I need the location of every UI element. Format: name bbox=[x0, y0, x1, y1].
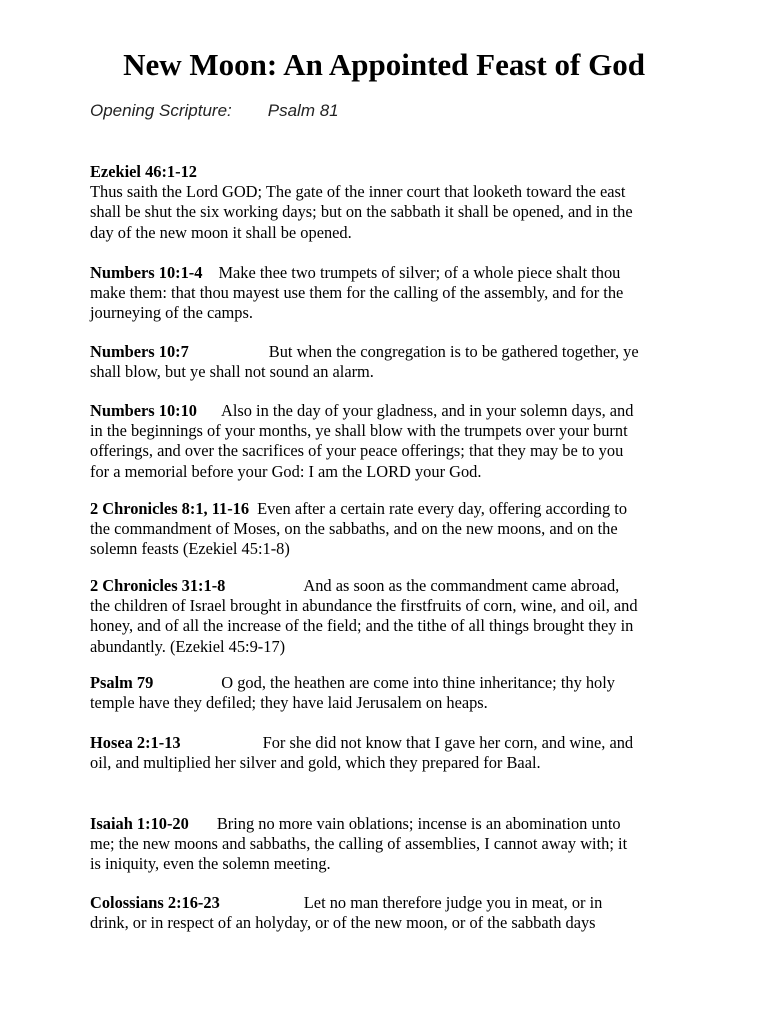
opening-scripture bbox=[90, 100, 339, 122]
scripture-text-line: solemn feasts (Ezekiel 45:1-8) bbox=[90, 539, 290, 559]
scripture-text-line: drink, or in respect of an holyday, or of the new moon, or of the sabbath days bbox=[90, 913, 596, 933]
scripture-reference: 2 Chronicles 8:1, 11-16 bbox=[90, 499, 250, 518]
scripture-reference: Hosea 2:1-13 bbox=[90, 733, 181, 752]
scripture-text-line: abundantly. (Ezekiel 45:9-17) bbox=[90, 636, 286, 656]
scripture-text-line: for a memorial before your God: I am the LORD your God. bbox=[90, 461, 482, 481]
scripture-text-line: And as soon as the commandment came abroad, bbox=[303, 576, 620, 595]
page-title: New Moon: An Appointed Feast of God bbox=[123, 47, 645, 82]
scripture-text-line: O god, the heathen are come into thine inheritance; thy holy bbox=[221, 673, 616, 692]
opening-scripture-reference: Psalm 81 bbox=[267, 101, 339, 120]
scripture-entry bbox=[90, 342, 690, 382]
scripture-text-line: shall be shut the six working days; but on the sabbath it shall be opened, and in the bbox=[90, 202, 633, 222]
scripture-text-line: in the beginnings of your months, ye shall blow with the trumpets over your burnt bbox=[90, 421, 628, 441]
scripture-entry bbox=[90, 893, 690, 933]
scripture-reference: Numbers 10:1-4 bbox=[90, 263, 203, 282]
scripture-text-line: the children of Israel brought in abundance the firstfruits of corn, wine, and oil, and bbox=[90, 596, 638, 616]
scripture-reference: Numbers 10:7 bbox=[90, 342, 189, 361]
scripture-entry bbox=[90, 814, 690, 875]
scripture-text-line: make them: that thou mayest use them for the calling of the assembly, and for the bbox=[90, 283, 624, 303]
scripture-text-line: Also in the day of your gladness, and in your solemn days, and bbox=[221, 401, 634, 420]
scripture-entry bbox=[90, 576, 690, 657]
scripture-entry bbox=[90, 733, 690, 773]
scripture-reference: Isaiah 1:10-20 bbox=[90, 814, 189, 833]
scripture-entry bbox=[90, 673, 690, 713]
scripture-text-line: the commandment of Moses, on the sabbaths, and on the new moons, and on the bbox=[90, 519, 618, 539]
scripture-text-line: Make thee two trumpets of silver; of a whole piece shalt thou bbox=[218, 263, 621, 282]
scripture-reference: Ezekiel 46:1-12 bbox=[90, 162, 197, 181]
scripture-entry bbox=[90, 263, 690, 324]
scripture-text-line: me; the new moons and sabbaths, the calling of assemblies, I cannot away with; it bbox=[90, 834, 628, 854]
scripture-text-line: journeying of the camps. bbox=[90, 303, 253, 323]
scripture-text-line: day of the new moon it shall be opened. bbox=[90, 222, 352, 242]
scripture-text-line: But when the congregation is to be gathered together, ye bbox=[268, 342, 639, 361]
scripture-text-line: Thus saith the Lord GOD; The gate of the inner court that looketh toward the east bbox=[90, 182, 626, 202]
scripture-reference: Numbers 10:10 bbox=[90, 401, 197, 420]
scripture-reference: Psalm 79 bbox=[90, 673, 154, 692]
scripture-reference: 2 Chronicles 31:1-8 bbox=[90, 576, 226, 595]
scripture-text-line: oil, and multiplied her silver and gold, which they prepared for Baal. bbox=[90, 753, 541, 773]
scripture-text-line: Bring no more vain oblations; incense is an abomination unto bbox=[216, 814, 621, 833]
scripture-text-line: honey, and of all the increase of the field; and the tithe of all things brought they in bbox=[90, 616, 634, 636]
scripture-text-line: For she did not know that I gave her corn, and wine, and bbox=[262, 733, 634, 752]
scripture-entry bbox=[90, 162, 690, 243]
scripture-text-line: shall blow, but ye shall not sound an alarm. bbox=[90, 362, 374, 382]
document-page bbox=[90, 0, 690, 1024]
scripture-entry bbox=[90, 499, 690, 560]
scripture-entry bbox=[90, 401, 690, 482]
opening-scripture-label: Opening Scripture: bbox=[90, 101, 232, 120]
scripture-text-line: Let no man therefore judge you in meat, or in bbox=[303, 893, 603, 912]
scripture-text-line: is iniquity, even the solemn meeting. bbox=[90, 854, 331, 874]
scripture-text-line: offerings, and over the sacrifices of your peace offerings; that they may be to you bbox=[90, 441, 624, 461]
scripture-text-line: Even after a certain rate every day, offering according to bbox=[257, 499, 628, 518]
scripture-text-line: temple have they defiled; they have laid Jerusalem on heaps. bbox=[90, 693, 488, 713]
scripture-reference: Colossians 2:16-23 bbox=[90, 893, 220, 912]
